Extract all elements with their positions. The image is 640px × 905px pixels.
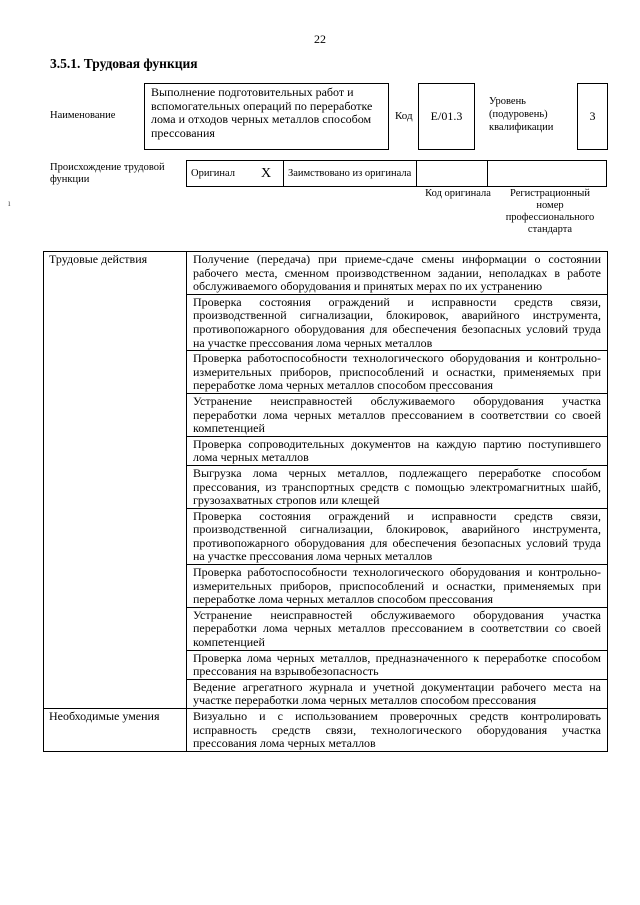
registration-number-cell — [488, 161, 607, 187]
page-number: 22 — [314, 32, 326, 46]
labor-action-item: Проверка сопроводительных документов на каждую партию поступившего лома черных металлов — [187, 436, 608, 465]
skill-item: Визуально и с использованием проверочных средств контролировать исправность средств связи, технологического оборудования участка прессования лома черных металлов — [187, 709, 608, 752]
borrowed-label: Заимствовано из оригинала — [284, 161, 417, 187]
registration-number-caption: Регистрационный номер профессионального стандарта — [505, 188, 595, 235]
labor-action-item: Получение (передача) при приеме-сдаче смены информации о состоянии рабочего места, сменном производственном задании, неполадках в работе обслуживаемого оборудования и принятых мерах по их устранению — [187, 252, 608, 295]
origin-table — [186, 160, 607, 187]
name-label: Наименование — [50, 110, 116, 121]
table-row — [44, 709, 608, 752]
margin-mark: ı — [8, 198, 11, 208]
qualification-level-box: 3 — [577, 83, 608, 150]
qualification-level-label: Уровень (подуровень) квалификации — [489, 96, 554, 133]
labor-action-item: Выгрузка лома черных металлов, подлежащего переработке способом прессования, из транспортных средств с помощью электромагнитных шайб, грузозахватных стропов или клещей — [187, 465, 608, 508]
labor-action-item: Устранение неисправностей обслуживаемого оборудования участка переработки лома черных металлов прессованием в соответствии со своей компетенцией — [187, 607, 608, 650]
section-title: 3.5.1. Трудовая функция — [50, 56, 198, 71]
origin-label: Происхождение трудовой функции — [50, 162, 165, 185]
original-mark: X — [249, 161, 284, 187]
labor-action-item: Проверка работоспособности технологического оборудования и контрольно-измерительных приборов, приспособлений и оснастки, применяемых при переработке лома черных металлов способом прессования — [187, 351, 608, 394]
code-value-box: E/01.3 — [418, 83, 475, 150]
table-row — [44, 252, 608, 295]
labor-action-item: Ведение агрегатного журнала и учетной документации рабочего места на участке переработки лома черных металлов способом прессования — [187, 679, 608, 708]
code-label: Код — [395, 110, 413, 122]
skills-label: Необходимые умения — [44, 709, 187, 752]
original-code-cell — [417, 161, 488, 187]
original-label: Оригинал — [187, 161, 250, 187]
labor-action-item: Проверка работоспособности технологического оборудования и контрольно-измерительных приборов, приспособлений и оснастки, применяемых при переработке лома черных металлов способом прессования — [187, 565, 608, 608]
main-table — [43, 251, 608, 752]
original-code-caption: Код оригинала — [425, 188, 491, 199]
labor-actions-label: Трудовые действия — [44, 252, 187, 709]
labor-action-item: Проверка состояния ограждений и исправности средств связи, производственной сигнализации, блокировок, аварийного инструмента, противопожарного оборудования для обеспечения безопасных условий труда на участке прессования лома черных металлов — [187, 294, 608, 350]
labor-action-item: Проверка состояния ограждений и исправности средств связи, производственной сигнализации, блокировок, аварийного инструмента, противопожарного оборудования для обеспечения безопасных условий труда на участке прессования лома черных металлов — [187, 508, 608, 564]
function-name-box: Выполнение подготовительных работ и вспомогательных операций по переработке лома и отходов черных металлов способом прессования — [144, 83, 389, 150]
labor-action-item: Устранение неисправностей обслуживаемого оборудования участка переработки лома черных металлов прессованием в соответствии со своей компетенцией — [187, 393, 608, 436]
labor-action-item: Проверка лома черных металлов, предназначенного к переработке способом прессования на взрывобезопасность — [187, 650, 608, 679]
